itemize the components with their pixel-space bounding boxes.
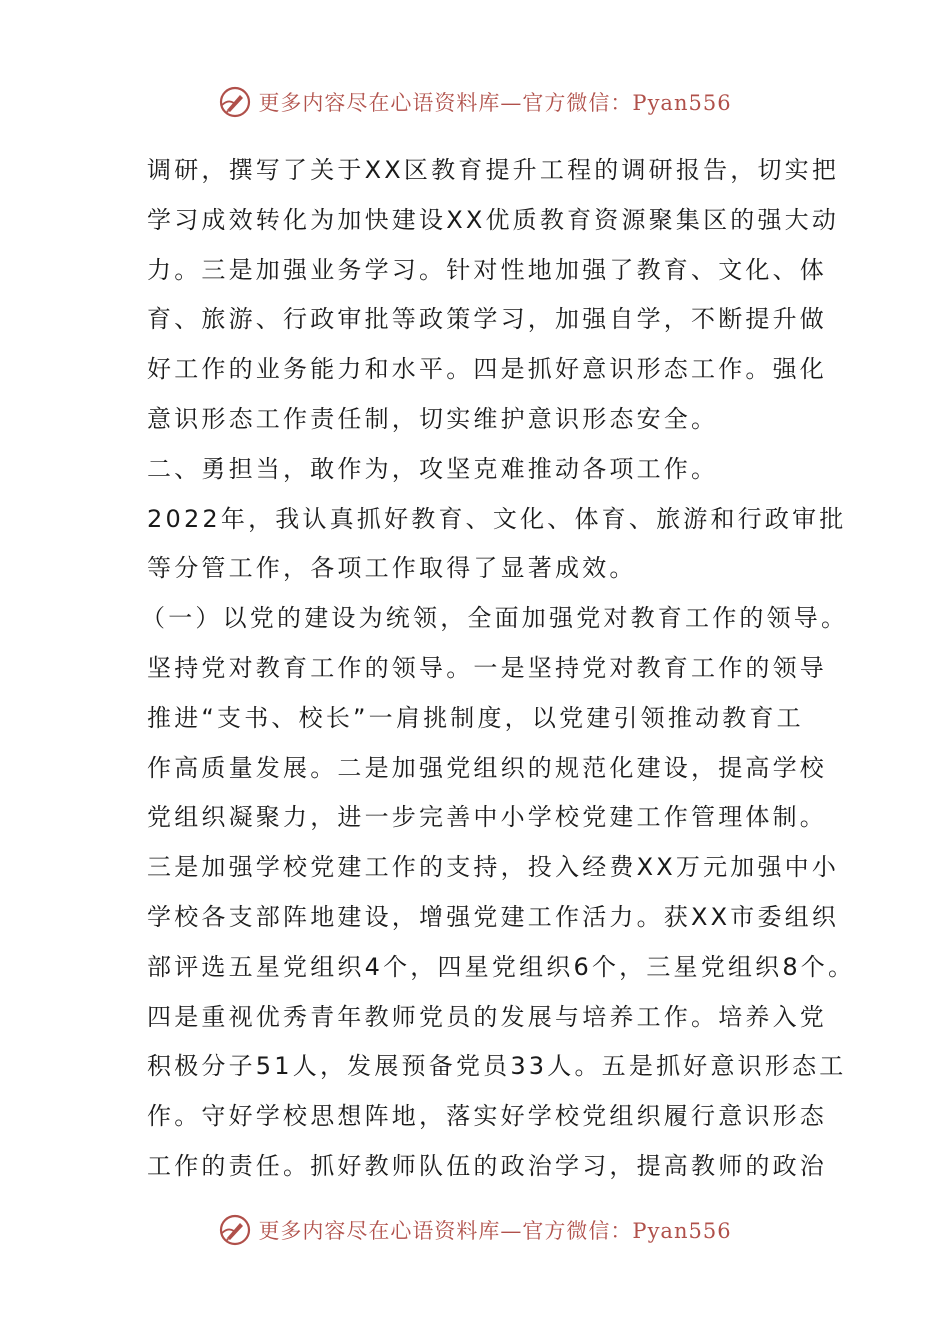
footer-watermark — [0, 1210, 950, 1250]
body-line: 学校各支部阵地建设，增强党建工作活力。获XX市委组织 — [147, 902, 840, 931]
body-line: 四是重视优秀青年教师党员的发展与培养工作。培养入党 — [147, 1002, 827, 1031]
body-line: 工作的责任。抓好教师队伍的政治学习，提高教师的政治 — [147, 1151, 827, 1180]
body-line: 坚持党对教育工作的领导。一是坚持党对教育工作的领导 — [147, 653, 827, 682]
pen-circle-logo-icon — [218, 1213, 252, 1247]
body-line: 党组织凝聚力，进一步完善中小学校党建工作管理体制。 — [147, 803, 827, 832]
subsection-heading: （一）以党的建设为统领，全面加强党对教育工作的领导。 — [141, 604, 849, 633]
footer-watermark-text: 更多内容尽在心语资料库—官方微信：Pyan556 — [258, 1219, 732, 1243]
body-line: 作高质量发展。二是加强党组织的规范化建设，提高学校 — [147, 753, 827, 782]
section-heading: 二、勇担当，敢作为，攻坚克难推动各项工作。 — [147, 454, 719, 483]
pen-circle-logo-icon — [218, 85, 252, 119]
body-line: 推进“支书、校长”一肩挑制度，以党建引领推动教育工 — [147, 703, 804, 732]
body-line: 积极分子51人，发展预备党员33人。五是抓好意识形态工 — [147, 1052, 847, 1081]
body-line: 部评选五星党组织4个，四星党组织6个，三星党组织8个。 — [147, 952, 856, 981]
body-line: 学习成效转化为加快建设XX优质教育资源聚集区的强大动 — [147, 205, 840, 234]
document-body — [141, 146, 856, 1192]
body-line: 作。守好学校思想阵地，落实好学校党组织履行意识形态 — [147, 1102, 827, 1131]
body-line: 育、旅游、行政审批等政策学习，加强自学，不断提升做 — [147, 305, 827, 334]
body-line: 力。三是加强业务学习。针对性地加强了教育、文化、体 — [147, 255, 827, 284]
body-line: 等分管工作，各项工作取得了显著成效。 — [147, 554, 637, 583]
body-line: 意识形态工作责任制，切实维护意识形态安全。 — [147, 404, 719, 433]
body-line: 三是加强学校党建工作的支持，投入经费XX万元加强中小 — [147, 853, 840, 882]
body-line: 调研，撰写了关于XX区教育提升工程的调研报告，切实把 — [147, 156, 840, 184]
header-watermark — [0, 82, 950, 122]
header-watermark-text: 更多内容尽在心语资料库—官方微信：Pyan556 — [258, 91, 732, 115]
body-line: 2022年，我认真抓好教育、文化、体育、旅游和行政审批 — [147, 504, 847, 533]
body-line: 好工作的业务能力和水平。四是抓好意识形态工作。强化 — [147, 355, 827, 384]
